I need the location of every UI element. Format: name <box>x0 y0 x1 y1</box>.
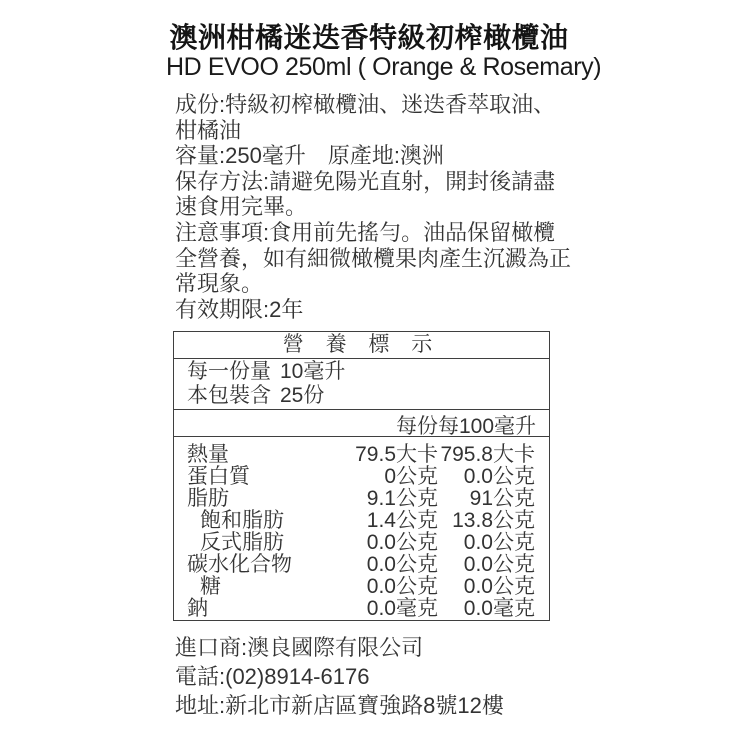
servings-per-pack-row <box>187 384 549 408</box>
row-value-per-serving: 0.0公克 <box>366 552 438 576</box>
page-title: 澳洲柑橘迷迭香特級初榨橄欖油 <box>169 22 569 53</box>
row-value-per-100ml: 13.8公克 <box>452 508 535 532</box>
row-label: 蛋白質 <box>187 464 250 488</box>
product-info-block <box>175 92 571 322</box>
row-value-per-100ml: 0.0公克 <box>463 530 535 554</box>
row-value-per-100ml: 0.0公克 <box>463 552 535 576</box>
serving-size-value: 10毫升 <box>280 359 346 383</box>
nutrition-row-saturated-fat <box>187 510 535 532</box>
nutrition-row-sodium <box>187 598 535 620</box>
info-line-storage-cont: 速食用完畢。 <box>175 194 308 220</box>
info-line-expiry: 有效期限:2年 <box>175 296 304 322</box>
row-value-per-100ml: 795.8大卡 <box>440 442 535 466</box>
row-value-per-serving: 9.1公克 <box>366 486 438 510</box>
nutrition-row-protein <box>187 466 535 488</box>
row-value-per-serving: 0.0公克 <box>366 574 438 598</box>
row-value-per-100ml: 0.0公克 <box>463 464 535 488</box>
nutrition-row-fat <box>187 488 535 510</box>
nutrition-table-title: 營 養 標 示 <box>174 332 549 359</box>
info-line-ingredients-cont: 柑橘油 <box>175 117 242 143</box>
info-line-notice-cont2: 常現象。 <box>175 271 264 297</box>
nutrition-row-sugar <box>187 576 535 598</box>
row-value-per-serving: 0.0公克 <box>366 530 438 554</box>
importer-address-line: 地址:新北市新店區寶強路8號12樓 <box>175 693 504 718</box>
servings-per-pack-label: 本包裝含 <box>187 383 271 407</box>
row-value-per-100ml: 0.0公克 <box>463 574 535 598</box>
column-header-row <box>174 410 549 437</box>
nutrition-table <box>173 331 550 621</box>
importer-block <box>175 633 504 720</box>
per-100ml-column-header: 每100毫升 <box>438 415 537 438</box>
info-line-notice: 注意事項:食用前先搖勻。油品保留橄欖 <box>175 219 556 245</box>
per-serving-column-header: 每份 <box>396 415 438 438</box>
row-label: 脂肪 <box>187 486 229 510</box>
nutrition-rows <box>174 437 549 620</box>
importer-company-line: 進口商:澳良國際有限公司 <box>175 635 424 660</box>
serving-size-row <box>187 360 549 384</box>
row-value-per-serving: 0公克 <box>384 464 438 488</box>
nutrition-row-trans-fat <box>187 532 535 554</box>
row-value-per-serving: 79.5大卡 <box>355 442 438 466</box>
info-line-ingredients: 成份:特級初榨橄欖油、迷迭香萃取油、 <box>175 92 556 117</box>
row-label: 反式脂肪 <box>200 530 284 554</box>
row-value-per-serving: 1.4公克 <box>366 508 438 532</box>
row-label: 碳水化合物 <box>187 552 292 576</box>
row-label: 飽和脂肪 <box>200 508 284 532</box>
serving-size-label: 每一份量 <box>187 359 271 383</box>
row-value-per-serving: 0.0毫克 <box>366 596 438 620</box>
info-line-volume-origin: 容量:250毫升 原產地:澳洲 <box>175 143 444 169</box>
row-label: 鈉 <box>187 596 208 620</box>
row-value-per-100ml: 91公克 <box>469 486 535 510</box>
serving-info-section <box>174 359 549 411</box>
row-label: 熱量 <box>187 442 229 466</box>
nutrition-row-carbohydrate <box>187 554 535 576</box>
servings-per-pack-value: 25份 <box>280 383 325 407</box>
importer-phone-line: 電話:(02)8914-6176 <box>175 664 370 689</box>
row-label: 糖 <box>200 574 221 598</box>
row-value-per-100ml: 0.0毫克 <box>463 596 535 620</box>
info-line-notice-cont: 全營養，如有細微橄欖果肉產生沉澱為正 <box>175 245 572 271</box>
product-subtitle: HD EVOO 250ml ( Orange & Rosemary) <box>166 53 602 81</box>
nutrition-row-calories <box>187 444 535 466</box>
info-line-storage: 保存方法:請避免陽光直射，開封後請盡 <box>175 168 556 194</box>
